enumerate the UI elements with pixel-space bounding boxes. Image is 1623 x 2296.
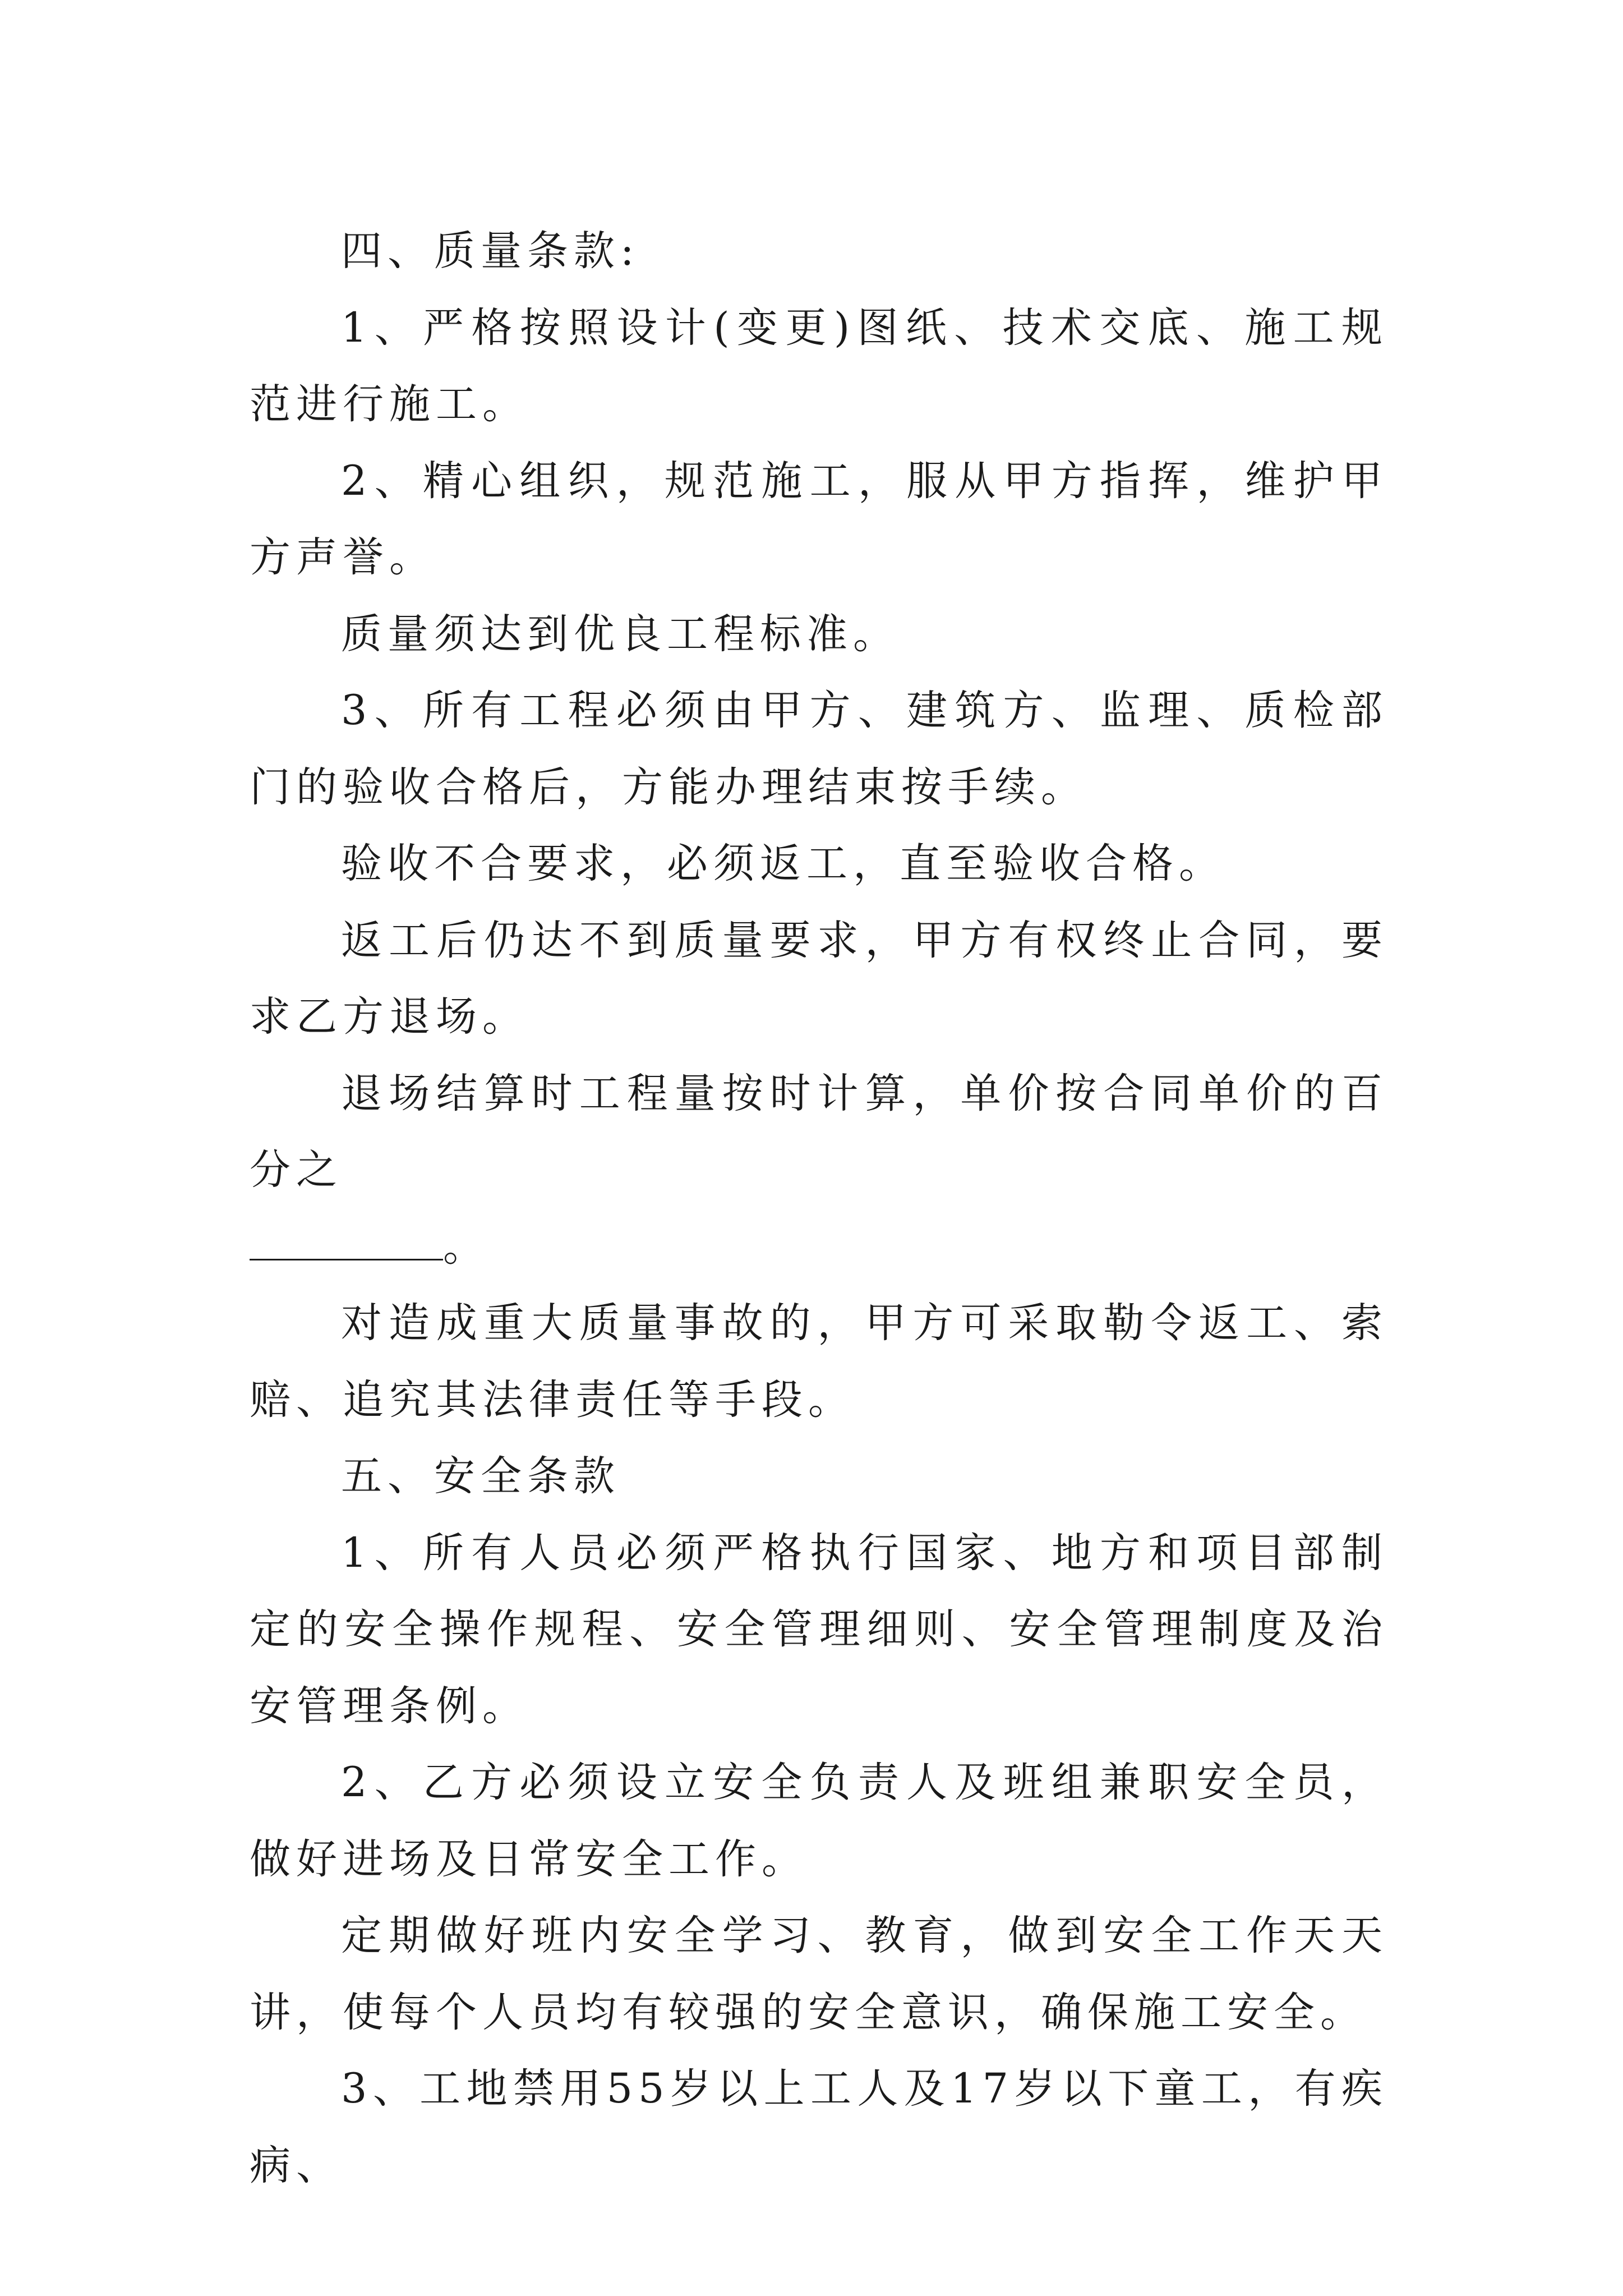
paragraph: 对造成重大质量事故的，甲方可采取勒令返工、索赔、追究其法律责任等手段。 <box>250 1299 1388 1424</box>
paragraph: 定期做好班内安全学习、教育，做到安全工作天天讲，使每个人员均有较强的安全意识，确保施工安全。 <box>250 1912 1388 2036</box>
paragraph-with-blank <box>250 1056 1388 1286</box>
paragraph-text: 退场结算时工程量按时计算，单价按合同单价的百分之 <box>250 1069 1388 1194</box>
paragraph: 1、所有人员必须严格执行国家、地方和项目部制定的安全操作规程、安全管理细则、安全管理制度及治安管理条例。 <box>250 1529 1388 1730</box>
paragraph: 质量须达到优良工程标准。 <box>341 610 900 658</box>
section-heading-safety: 五、安全条款 <box>341 1452 620 1500</box>
section-heading-quality: 四、质量条款: <box>341 227 640 275</box>
paragraph: 1、严格按照设计(变更)图纸、技术交底、施工规范进行施工。 <box>250 303 1388 428</box>
paragraph: 2、乙方必须设立安全负责人及班组兼职安全员，做好进场及日常安全工作。 <box>250 1759 1388 1883</box>
document-body <box>250 213 1388 2204</box>
paragraph: 2、精心组织，规范施工，服从甲方指挥，维护甲方声誉。 <box>250 457 1388 581</box>
paragraph: 验收不合要求，必须返工，直至验收合格。 <box>341 840 1225 887</box>
blank-underline <box>250 1220 443 1260</box>
blank-suffix: 。 <box>443 1222 490 1271</box>
paragraph: 3、工地禁用55岁以上工人及17岁以下童工，有疾病、 <box>250 2065 1388 2189</box>
paragraph: 3、所有工程必须由甲方、建筑方、监理、质检部门的验收合格后，方能办理结束按手续。 <box>250 687 1388 811</box>
paragraph: 返工后仍达不到质量要求，甲方有权终止合同，要求乙方退场。 <box>250 916 1388 1041</box>
fill-in-blank-line <box>250 1209 1388 1286</box>
